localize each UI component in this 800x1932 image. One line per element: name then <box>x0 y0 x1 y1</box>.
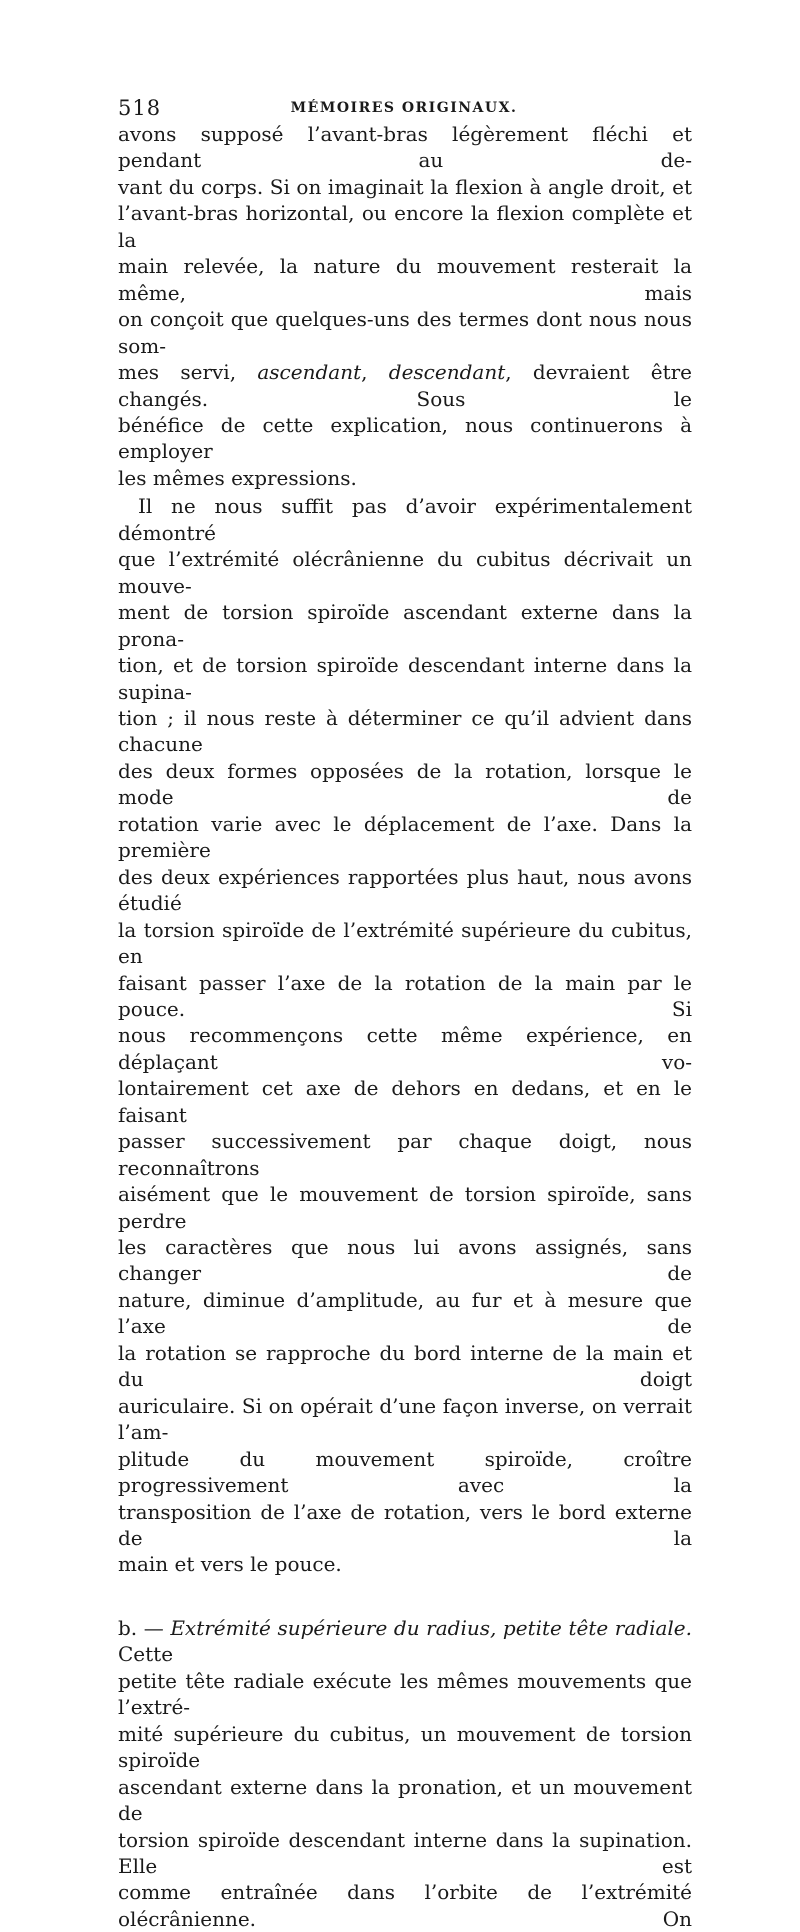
section-label: b. — <box>118 1615 171 1640</box>
text-line: que l’extrémité olécrânienne du cubitus décrivait un mouve- <box>118 547 692 598</box>
text-line: auriculaire. Si on opérait d’une façon inverse, on verrait l’am- <box>118 1393 692 1445</box>
text-line: avons supposé l’avant-bras légèrement fléchi et pendant au de- <box>118 122 692 173</box>
text-span: , <box>361 360 389 385</box>
paragraph-2 <box>118 493 692 1578</box>
text-line <box>118 359 692 412</box>
text-line: plitude du mouvement spiroïde, croître progressivement avec la <box>118 1446 692 1498</box>
text-line: ascendant externe dans la pronation, et un mouvement de <box>118 1774 692 1826</box>
text-line: la torsion spiroïde de l’extrémité supérieure du cubitus, en <box>118 917 692 969</box>
text-line: nature, diminue d’amplitude, au fur et à mesure que l’axe de <box>118 1287 692 1339</box>
text-line: comme entraînée dans l’orbite de l’extrémité olécrânienne. On <box>118 1880 692 1931</box>
text-line: la rotation se rapproche du bord interne de la main et du doigt <box>118 1340 692 1392</box>
text-line: les caractères que nous lui avons assignés, sans changer de <box>118 1235 692 1286</box>
text-line: l’avant-bras horizontal, ou encore la flexion complète et la <box>118 201 692 252</box>
text-line <box>118 1615 692 1668</box>
text-line: faisant passer l’axe de la rotation de la main par le pouce. Si <box>118 970 692 1021</box>
text-line: tion, et de torsion spiroïde descendant interne dans la supina- <box>118 653 692 704</box>
italic-term: descendant <box>388 360 506 385</box>
italic-term: ascendant <box>257 360 362 385</box>
text-line: rotation varie avec le déplacement de l’axe. Dans la première <box>118 811 692 863</box>
body-text <box>118 121 692 1932</box>
text-line: bénéfice de cette explication, nous continuerons à employer <box>118 412 692 464</box>
text-line: main relevée, la nature du mouvement resterait la même, mais <box>118 254 692 305</box>
text-line: les mêmes expressions. <box>118 465 357 490</box>
page-number: 518 <box>118 96 162 120</box>
section-heading: Extrémité supérieure du radius, petite tête radiale. <box>170 1615 692 1640</box>
text-line: aisément que le mouvement de torsion spiroïde, sans perdre <box>118 1182 692 1233</box>
running-title: MÉMOIRES ORIGINAUX. <box>290 100 518 116</box>
text-line: des deux expériences rapportées plus haut, nous avons étudié <box>118 864 692 916</box>
text-line: torsion spiroïde descendant interne dans la supination. Elle est <box>118 1827 692 1878</box>
text-line: des deux formes opposées de la rotation, lorsque le mode de <box>118 758 692 810</box>
text-span: , devraient être changés. Sous le <box>118 360 693 411</box>
page-header <box>118 96 690 120</box>
text-line: mité supérieure du cubitus, un mouvement de torsion spiroïde <box>118 1721 692 1773</box>
text-line: on conçoit que quelques-uns des termes dont nous nous som- <box>118 307 692 358</box>
text-line: nous recommençons cette même expérience, en déplaçant vo- <box>118 1023 692 1074</box>
text-line: main et vers le pouce. <box>118 1552 342 1577</box>
text-line: petite tête radiale exécute les mêmes mouvements que l’extré- <box>118 1668 692 1720</box>
text-line: Il ne nous suffit pas d’avoir expérimentalement démontré <box>118 494 692 545</box>
text-line: vant du corps. Si on imaginait la flexion à angle droit, et <box>118 174 692 199</box>
text-line: passer successivement par chaque doigt, nous reconnaîtrons <box>118 1129 692 1180</box>
paragraph-1 <box>118 121 692 491</box>
text-line: lontairement cet axe de dehors en dedans, et en le faisant <box>118 1076 692 1127</box>
text-line: transposition de l’axe de rotation, vers le bord externe de la <box>118 1499 692 1551</box>
text-line: ment de torsion spiroïde ascendant externe dans la prona- <box>118 600 692 651</box>
text-span: Cette <box>118 1642 174 1667</box>
text-span: mes servi, <box>118 360 258 385</box>
paragraph-3 <box>118 1615 692 1932</box>
text-line: tion ; il nous reste à déterminer ce qu’il advient dans chacune <box>118 705 692 757</box>
